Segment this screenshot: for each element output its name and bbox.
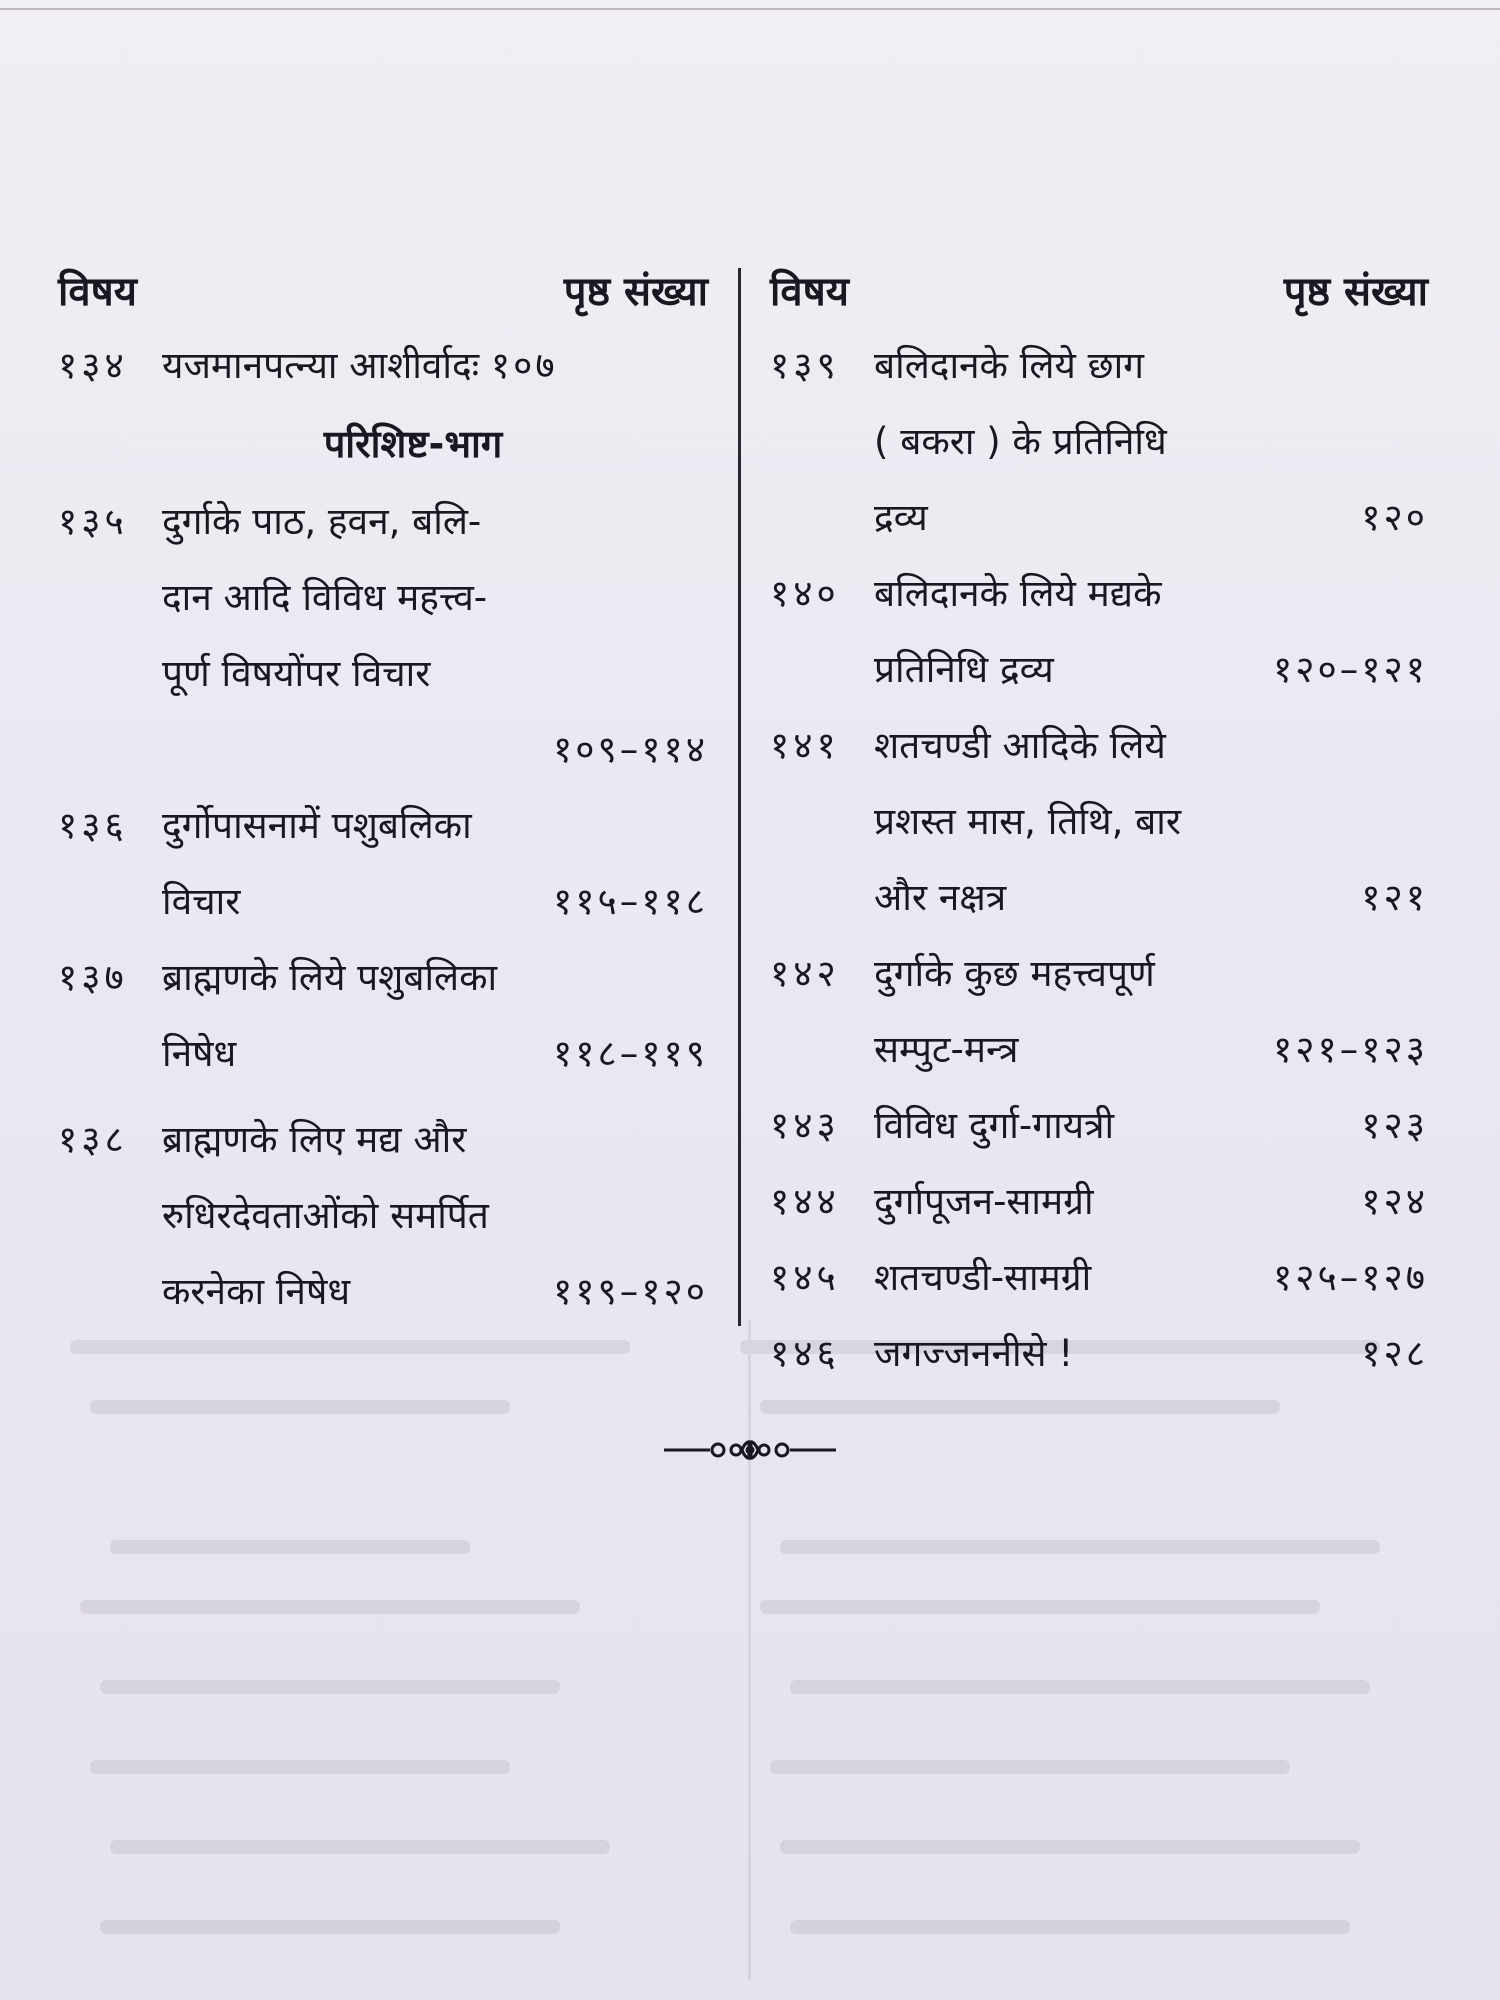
entry-page-ref: १२१–१२३ [1273, 1028, 1428, 1071]
entry-page-ref: १२०–१२१ [1273, 648, 1428, 691]
entry-text [874, 1088, 1428, 1164]
entry-text [162, 484, 708, 788]
toc-entry [58, 484, 708, 788]
toc-left-column [58, 262, 708, 1342]
entry-line: शतचण्डी-सामग्री १२५–१२७ [874, 1240, 1428, 1316]
entry-number: १३७ [58, 956, 128, 999]
entry-line: दान आदि विविध महत्त्व- [162, 576, 488, 619]
entry-number: १३९ [770, 344, 840, 387]
toc-entry [770, 1240, 1428, 1316]
entry-number: १४५ [770, 1256, 840, 1299]
page-number-heading: पृष्ठ संख्या [1283, 269, 1428, 315]
entry-page-ref: १२४ [1361, 1180, 1428, 1223]
entry-line: ब्राह्मणके लिए मद्य और [162, 1118, 467, 1161]
subject-heading: विषय [770, 269, 849, 315]
entry-page-ref: ११८–११९ [553, 1032, 708, 1075]
entry-text [874, 936, 1428, 1088]
flourish-ornament-icon [660, 1435, 840, 1465]
entry-text [874, 556, 1428, 708]
entry-number: १४३ [770, 1104, 840, 1147]
entry-line: दुर्गापूजन-सामग्री १२४ [874, 1164, 1428, 1240]
top-rule [0, 8, 1500, 10]
entry-line: ( बकरा ) के प्रतिनिधि [874, 420, 1167, 463]
entry-line: ब्राह्मणके लिये पशुबलिका [162, 956, 498, 999]
page-number-heading: पृष्ठ संख्या [563, 269, 708, 315]
entry-number: १३५ [58, 500, 128, 543]
entry-line: दुर्गोपासनामें पशुबलिका [162, 804, 472, 847]
entry-number: १३८ [58, 1118, 128, 1161]
entry-page-ref: ११५–११८ [553, 880, 708, 923]
entry-line: और नक्षत्र १२१ [874, 860, 1428, 936]
entry-text [874, 328, 1428, 556]
entry-page-ref: १२३ [1361, 1104, 1428, 1147]
entry-page-ref: १०९–११४ [553, 728, 708, 771]
entry-line: करनेका निषेध ११९–१२० [162, 1254, 708, 1330]
toc-entry [770, 556, 1428, 708]
entry-line: निषेध ११८–११९ [162, 1016, 708, 1092]
entry-number: १४६ [770, 1332, 840, 1375]
entry-line: दुर्गाके कुछ महत्त्वपूर्ण [874, 952, 1155, 995]
entry-page-ref: ११९–१२० [553, 1270, 708, 1313]
toc-entry [770, 328, 1428, 556]
entry-number: १४२ [770, 952, 840, 995]
entry-line: शतचण्डी आदिके लिये [874, 724, 1166, 767]
entry-text [162, 940, 708, 1092]
toc-entry [58, 940, 708, 1092]
entry-page-ref: १२० [1361, 496, 1428, 539]
toc-entry [58, 1102, 708, 1330]
toc-entry [770, 708, 1428, 936]
entry-text [162, 328, 708, 404]
entry-page-ref: १२१ [1361, 876, 1428, 919]
entry-line: पूर्ण विषयोंपर विचार [162, 652, 431, 695]
entry-number: १४१ [770, 724, 840, 767]
entry-line [162, 712, 708, 788]
entry-line: यजमानपत्न्या आशीर्वादः १०७ [162, 344, 558, 387]
entry-page-ref: १२५–१२७ [1273, 1256, 1428, 1299]
entry-number: १४४ [770, 1180, 840, 1223]
entry-line: बलिदानके लिये मद्यके [874, 572, 1162, 615]
toc-entry [770, 936, 1428, 1088]
entry-line: विचार ११५–११८ [162, 864, 708, 940]
entry-line: प्रशस्त मास, तिथि, बार [874, 800, 1181, 843]
toc-entry [770, 1164, 1428, 1240]
entry-line: विविध दुर्गा-गायत्री १२३ [874, 1088, 1428, 1164]
toc-entry [770, 1316, 1428, 1392]
entry-text [874, 1240, 1428, 1316]
toc-entry [58, 328, 708, 404]
entry-line: दुर्गाके पाठ, हवन, बलि- [162, 500, 482, 543]
entry-number: १३६ [58, 804, 128, 847]
toc-entry [770, 1088, 1428, 1164]
entry-page-ref: १२८ [1361, 1332, 1428, 1375]
entry-page-ref: १०७ [490, 344, 558, 387]
entry-line: जगज्जननीसे ! १२८ [874, 1316, 1428, 1392]
entry-text [162, 1102, 708, 1330]
entry-line: द्रव्य १२० [874, 480, 1428, 556]
toc-right-column [770, 262, 1428, 1375]
column-header [770, 262, 1428, 328]
entry-line: बलिदानके लिये छाग [874, 344, 1144, 387]
entry-text [162, 788, 708, 940]
entry-text [874, 1316, 1428, 1392]
entry-text [874, 1164, 1428, 1240]
section-heading: परिशिष्ट-भाग [323, 422, 503, 466]
toc-entry [58, 788, 708, 940]
entry-number: १३४ [58, 344, 128, 387]
table-of-contents [58, 262, 1428, 1375]
subject-heading: विषय [58, 269, 137, 315]
entry-line: रुधिरदेवताओंको समर्पित [162, 1194, 489, 1237]
entry-text [874, 708, 1428, 936]
entry-line: सम्पुट-मन्त्र १२१–१२३ [874, 1012, 1428, 1088]
column-header [58, 262, 708, 328]
column-divider [738, 268, 741, 1326]
entry-line: प्रतिनिधि द्रव्य १२०–१२१ [874, 632, 1428, 708]
entry-number: १४० [770, 572, 840, 615]
